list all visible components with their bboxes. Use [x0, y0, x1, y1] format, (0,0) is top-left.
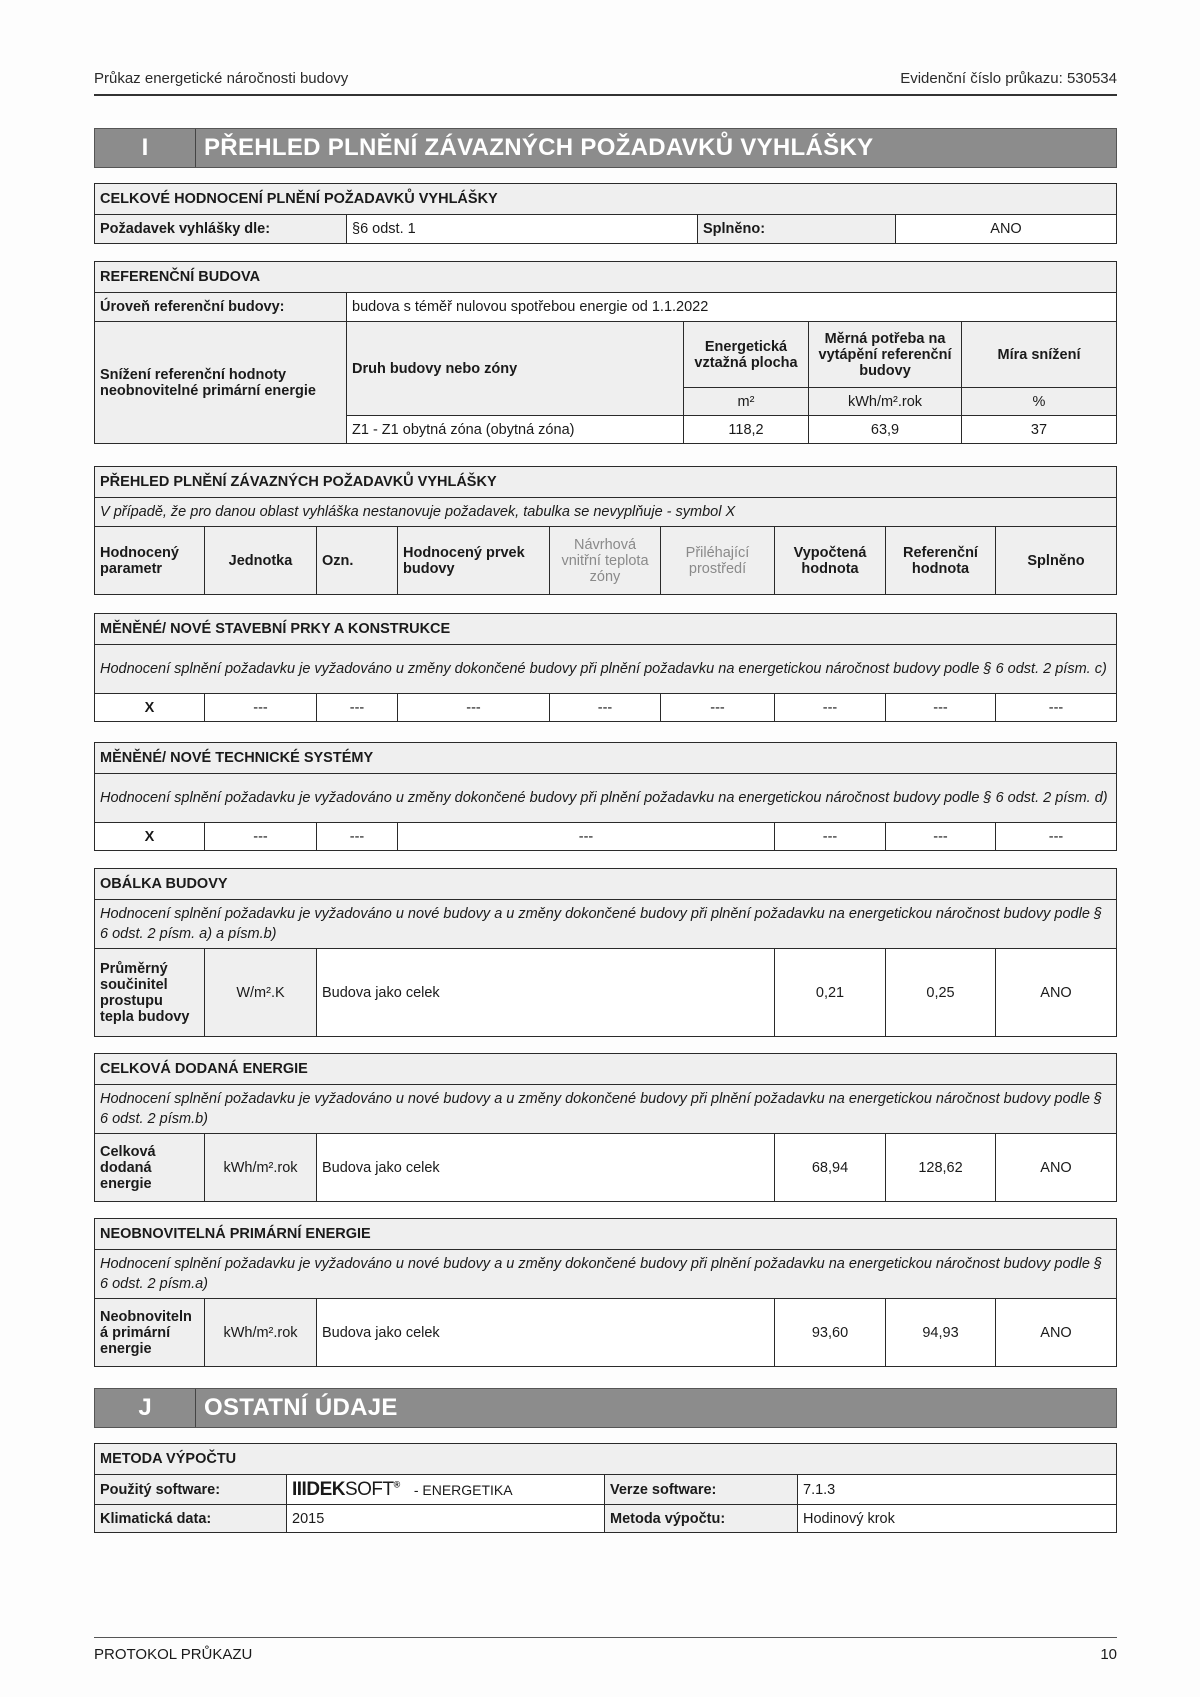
cell: ---: [398, 694, 550, 722]
col-element: Hodnocený prvek budovy: [398, 527, 550, 595]
cell: ---: [205, 694, 317, 722]
reference-value: 0,25: [886, 949, 996, 1037]
met-value: ANO: [996, 949, 1117, 1037]
zone-area: 118,2: [684, 416, 809, 444]
requirements-overview-table: [94, 466, 1117, 595]
table-title: PŘEHLED PLNĚNÍ ZÁVAZNÝCH POŽADAVKŮ VYHLÁŠKY: [95, 467, 1117, 498]
table-note: V případě, že pro danou oblast vyhláška nestanovuje požadavek, tabulka se nevyplňuje - symbol X: [95, 498, 1117, 527]
met-value: ANO: [996, 1134, 1117, 1202]
zone-name: Z1 - Z1 obytná zóna (obytná zóna): [347, 416, 684, 444]
calculation-method-table: [94, 1443, 1117, 1533]
parameter: Neobnoviteln á primární energie: [95, 1299, 205, 1367]
unit-need: kWh/m².rok: [809, 388, 962, 416]
section-title: PŘEHLED PLNĚNÍ ZÁVAZNÝCH POŽADAVKŮ VYHLÁŠKY: [204, 134, 874, 161]
table-row: [95, 694, 1117, 722]
cell: ---: [317, 694, 398, 722]
table-title: REFERENČNÍ BUDOVA: [95, 262, 1117, 293]
table-title: CELKOVÁ DODANÁ ENERGIE: [95, 1054, 1117, 1085]
parameter: Celková dodaná energie: [95, 1134, 205, 1202]
table-title: CELKOVÉ HODNOCENÍ PLNĚNÍ POŽADAVKŮ VYHLÁŠKY: [95, 184, 1117, 215]
unit: kWh/m².rok: [205, 1299, 317, 1367]
cell: ---: [886, 694, 996, 722]
table-title: MĚNĚNÉ/ NOVÉ STAVEBNÍ PRKY A KONSTRUKCE: [95, 614, 1117, 645]
cell: ---: [317, 823, 398, 851]
table-note: Hodnocení splnění požadavku je vyžadováno u nové budovy a u změny dokončené budovy při plnění požadavku na energetickou náročnost budovy podle § 6 odst. 2 písm. a) a písm.b): [95, 900, 1117, 949]
col-calculated: Vypočtená hodnota: [775, 527, 886, 595]
level-label: Úroveň referenční budovy:: [95, 293, 347, 322]
col-zone: Druh budovy nebo zóny: [347, 322, 684, 416]
header-divider: [94, 94, 1117, 96]
col-need: Měrná potřeba na vytápění referenční budovy: [809, 322, 962, 388]
cell: ---: [886, 823, 996, 851]
unit-rate: %: [962, 388, 1117, 416]
section-letter: J: [95, 1389, 196, 1427]
met-label: Splněno:: [698, 215, 896, 244]
met-value: ANO: [996, 1299, 1117, 1367]
cell: X: [95, 694, 205, 722]
col-reference: Referenční hodnota: [886, 527, 996, 595]
table-row: [95, 1299, 1117, 1367]
col-met: Splněno: [996, 527, 1117, 595]
primary-energy-table: [94, 1218, 1117, 1367]
col-adjacent-env: Přiléhající prostředí: [661, 527, 775, 595]
cell: X: [95, 823, 205, 851]
section-title: OSTATNÍ ÚDAJE: [204, 1394, 398, 1421]
zone-rate: 37: [962, 416, 1117, 444]
requirement-value: §6 odst. 1: [347, 215, 698, 244]
parameter: Průměrný součinitel prostupu tepla budovy: [95, 949, 205, 1037]
climate-value: 2015: [287, 1505, 605, 1533]
calculated-value: 68,94: [775, 1134, 886, 1202]
section-letter: I: [95, 129, 196, 167]
building-elements-table: [94, 613, 1117, 722]
climate-label: Klimatická data:: [95, 1505, 287, 1533]
cell: ---: [398, 823, 775, 851]
level-value: budova s téměř nulovou spotřebou energie od 1.1.2022: [347, 293, 1117, 322]
footer-divider: [94, 1637, 1117, 1638]
version-value: 7.1.3: [798, 1475, 1117, 1505]
calculated-value: 0,21: [775, 949, 886, 1037]
cell: ---: [996, 823, 1117, 851]
cell: ---: [550, 694, 661, 722]
col-design-temp: Návrhová vnitřní teplota zóny: [550, 527, 661, 595]
table-title: METODA VÝPOČTU: [95, 1444, 1117, 1475]
table-title: NEOBNOVITELNÁ PRIMÁRNÍ ENERGIE: [95, 1219, 1117, 1250]
unit: kWh/m².rok: [205, 1134, 317, 1202]
col-label: Ozn.: [317, 527, 398, 595]
software-label: Použitý software:: [95, 1475, 287, 1505]
unit: W/m².K: [205, 949, 317, 1037]
section-i-banner: [94, 128, 1117, 168]
element: Budova jako celek: [317, 1134, 775, 1202]
element: Budova jako celek: [317, 949, 775, 1037]
cell: ---: [996, 694, 1117, 722]
calculated-value: 93,60: [775, 1299, 886, 1367]
unit-area: m²: [684, 388, 809, 416]
table-title: MĚNĚNÉ/ NOVÉ TECHNICKÉ SYSTÉMY: [95, 743, 1117, 774]
reference-value: 94,93: [886, 1299, 996, 1367]
method-label: Metoda výpočtu:: [605, 1505, 798, 1533]
zone-need: 63,9: [809, 416, 962, 444]
building-envelope-table: [94, 868, 1117, 1037]
table-row: [95, 949, 1117, 1037]
reduction-label: Snížení referenční hodnoty neobnovitelné primární energie: [95, 322, 347, 444]
cell: ---: [775, 823, 886, 851]
section-j-banner: [94, 1388, 1117, 1428]
footer-title: PROTOKOL PRŮKAZU: [94, 1646, 253, 1663]
version-label: Verze software:: [605, 1475, 798, 1505]
element: Budova jako celek: [317, 1299, 775, 1367]
cell: ---: [661, 694, 775, 722]
table-note: Hodnocení splnění požadavku je vyžadováno u změny dokončené budovy při plnění požadavku na energetickou náročnost budovy podle § 6 odst. 2 písm. d): [95, 774, 1117, 823]
requirement-label: Požadavek vyhlášky dle:: [95, 215, 347, 244]
table-row: [95, 823, 1117, 851]
technical-systems-table: [94, 742, 1117, 851]
col-area: Energetická vztažná plocha: [684, 322, 809, 388]
method-value: Hodinový krok: [798, 1505, 1117, 1533]
table-title: OBÁLKA BUDOVY: [95, 869, 1117, 900]
reference-value: 128,62: [886, 1134, 996, 1202]
reference-building-table: [94, 261, 1117, 444]
col-unit: Jednotka: [205, 527, 317, 595]
certificate-number: Evidenční číslo průkazu: 530534: [900, 70, 1117, 87]
table-note: Hodnocení splnění požadavku je vyžadováno u nové budovy a u změny dokončené budovy při plnění požadavku na energetickou náročnost budovy podle § 6 odst. 2 písm.a): [95, 1250, 1117, 1299]
table-note: Hodnocení splnění požadavku je vyžadováno u změny dokončené budovy při plnění požadavku na energetickou náročnost budovy podle § 6 odst. 2 písm. c): [95, 645, 1117, 694]
delivered-energy-table: [94, 1053, 1117, 1202]
page-number: 10: [1100, 1646, 1117, 1663]
table-row: [95, 1134, 1117, 1202]
overall-evaluation-table: [94, 183, 1117, 244]
software-suffix: - ENERGETIKA: [413, 1481, 513, 1498]
deksoft-logo: IIIDEKSOFT®: [292, 1478, 400, 1500]
col-parameter: Hodnocený parametr: [95, 527, 205, 595]
cell: ---: [775, 694, 886, 722]
document-title: Průkaz energetické náročnosti budovy: [94, 70, 349, 87]
software-value: [287, 1475, 605, 1505]
met-value: ANO: [896, 215, 1117, 244]
table-note: Hodnocení splnění požadavku je vyžadováno u nové budovy a u změny dokončené budovy při plnění požadavku na energetickou náročnost budovy podle § 6 odst. 2 písm.b): [95, 1085, 1117, 1134]
col-rate: Míra snížení: [962, 322, 1117, 388]
cell: ---: [205, 823, 317, 851]
